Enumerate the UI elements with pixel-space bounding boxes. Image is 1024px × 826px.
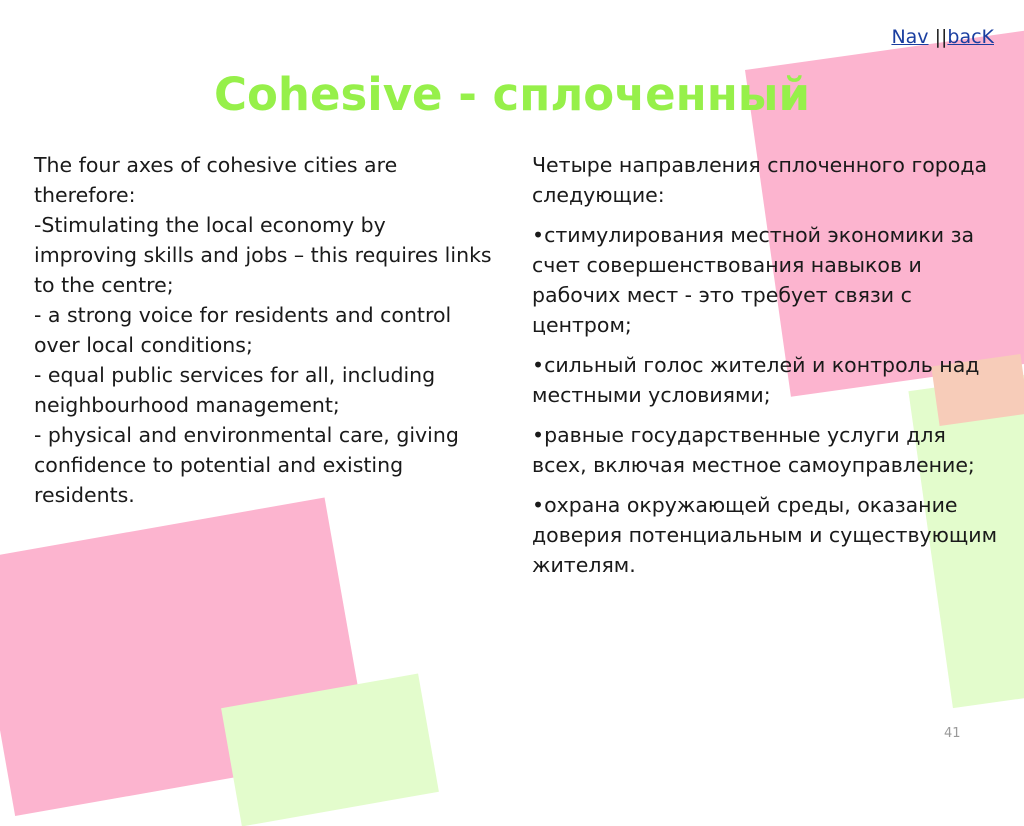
english-paragraph: - physical and environmental care, giving confidence to potential and existing residents. bbox=[34, 423, 459, 507]
nav-links bbox=[891, 26, 994, 48]
slide-title: Cohesive - сплоченный bbox=[213, 68, 811, 121]
back-link[interactable]: bacK bbox=[947, 26, 994, 48]
russian-paragraph: •равные государственные услуги для всех, включая местное самоуправление; bbox=[532, 423, 975, 477]
russian-text-column bbox=[532, 150, 1002, 590]
russian-paragraph: •сильный голос жителей и контроль над местными условиями; bbox=[532, 353, 980, 407]
russian-paragraph: •охрана окружающей среды, оказание доверия потенциальным и существующим жителям. bbox=[532, 493, 998, 577]
russian-paragraph: •стимулирования местной экономики за счет совершенствования навыков и рабочих мест - это требует связи с центром; bbox=[532, 223, 975, 337]
english-paragraph: -Stimulating the local economy by improving skills and jobs – this requires links to the centre; bbox=[34, 213, 492, 297]
english-paragraph: The four axes of cohesive cities are therefore: bbox=[34, 153, 398, 207]
page-number: 41 bbox=[944, 726, 961, 741]
english-text-column bbox=[34, 150, 494, 510]
russian-paragraph: Четыре направления сплоченного города следующие: bbox=[532, 153, 988, 207]
english-paragraph: - a strong voice for residents and control over local conditions; bbox=[34, 303, 452, 357]
english-paragraph: - equal public services for all, including neighbourhood management; bbox=[34, 363, 436, 417]
nav-link[interactable]: Nav bbox=[891, 26, 929, 48]
nav-separator: || bbox=[928, 26, 948, 48]
